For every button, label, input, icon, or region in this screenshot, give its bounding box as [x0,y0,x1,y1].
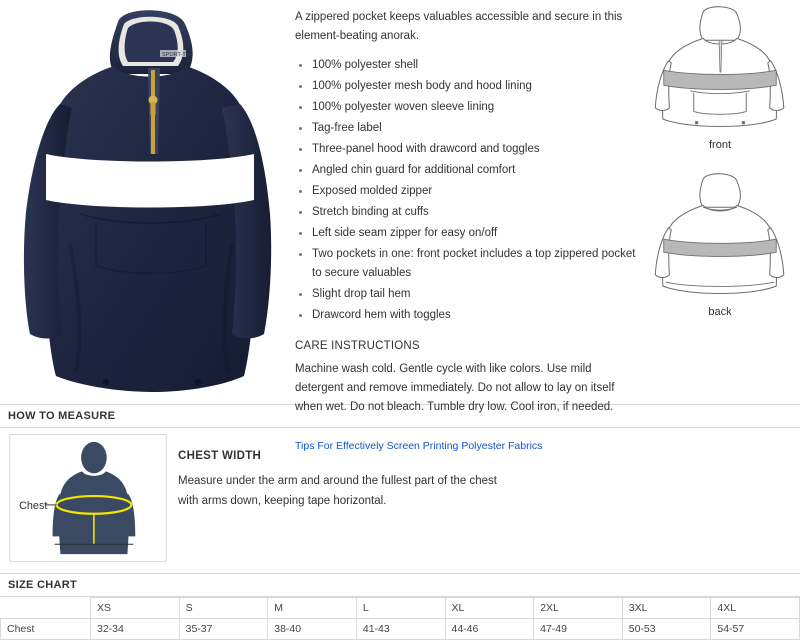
table-header-row [1,598,800,619]
table-header-m: M [268,598,357,619]
cell-chest-xl: 44-46 [445,619,534,640]
list-item: Three-panel hood with drawcord and toggles [295,140,640,159]
measure-text-block [170,434,497,567]
row-label-chest: Chest [1,619,91,640]
chest-width-title: CHEST WIDTH [178,450,262,462]
table-row [1,619,800,640]
care-instructions-title: CARE INSTRUCTIONS [295,340,420,352]
back-sketch-caption: back [708,306,732,318]
screen-printing-tips-link[interactable]: Tips For Effectively Screen Printing Polyester Fabrics [295,440,543,452]
table-header-blank [1,598,91,619]
size-chart-header: SIZE CHART [0,573,800,597]
list-item: Drawcord hem with toggles [295,306,640,325]
table-header-xl: XL [445,598,534,619]
table-header-s: S [179,598,268,619]
list-item: Exposed molded zipper [295,182,640,201]
product-photo[interactable] [10,4,290,398]
front-sketch-caption: front [708,139,731,151]
table-header-2xl: 2XL [534,598,623,619]
chest-measure-diagram-icon [8,434,168,562]
cell-chest-3xl: 50-53 [622,619,711,640]
cell-chest-xs: 32-34 [91,619,180,640]
list-item: Two pockets in one: front pocket includes a top zippered pocket to secure valuables [295,245,640,283]
cell-chest-4xl: 54-57 [711,619,800,640]
cell-chest-l: 41-43 [356,619,445,640]
cell-chest-s: 35-37 [179,619,268,640]
measure-diagram [0,434,170,567]
list-item: 100% polyester shell [295,56,640,75]
measure-diagram-label: Chest [19,499,48,512]
how-to-measure-row [0,428,800,567]
front-view-sketch-icon [645,2,795,130]
cell-chest-m: 38-40 [268,619,357,640]
product-lead-text: A zippered pocket keeps valuables accessible and secure in this element-beating anorak. [295,11,623,42]
feature-list [295,56,640,325]
chest-width-line2: with arms down, keeping tape horizontal. [178,495,387,507]
product-photo-column [0,0,295,404]
list-item: 100% polyester mesh body and hood lining [295,77,640,96]
chest-width-line1: Measure under the arm and around the fullest part of the chest [178,475,497,487]
back-sketch-block [640,169,800,318]
table-header-3xl: 3XL [622,598,711,619]
cell-chest-2xl: 47-49 [534,619,623,640]
product-sketch-column [640,0,800,404]
front-sketch-block [640,2,800,151]
size-chart-table [0,597,800,640]
product-description-column [295,0,640,452]
svg-text:SPORT-TEK: SPORT-TEK [162,52,194,58]
anorak-photo-illustration [10,4,290,398]
list-item: Slight drop tail hem [295,285,640,304]
table-header-l: L [356,598,445,619]
list-item: Stretch binding at cuffs [295,203,640,222]
table-header-4xl: 4XL [711,598,800,619]
list-item: Tag-free label [295,119,640,138]
list-item: 100% polyester woven sleeve lining [295,98,640,117]
how-to-measure-header: HOW TO MEASURE [0,404,800,428]
back-view-sketch-icon [645,169,795,297]
care-instructions-text: Machine wash cold. Gentle cycle with like colors. Use mild detergent and remove immediately. Do not allow to lay on itself when wet. Do not bleach. Tumble dry low. Cool iron, if needed. [295,363,615,413]
list-item: Left side seam zipper for easy on/off [295,224,640,243]
table-header-xs: XS [91,598,180,619]
list-item: Angled chin guard for additional comfort [295,161,640,180]
